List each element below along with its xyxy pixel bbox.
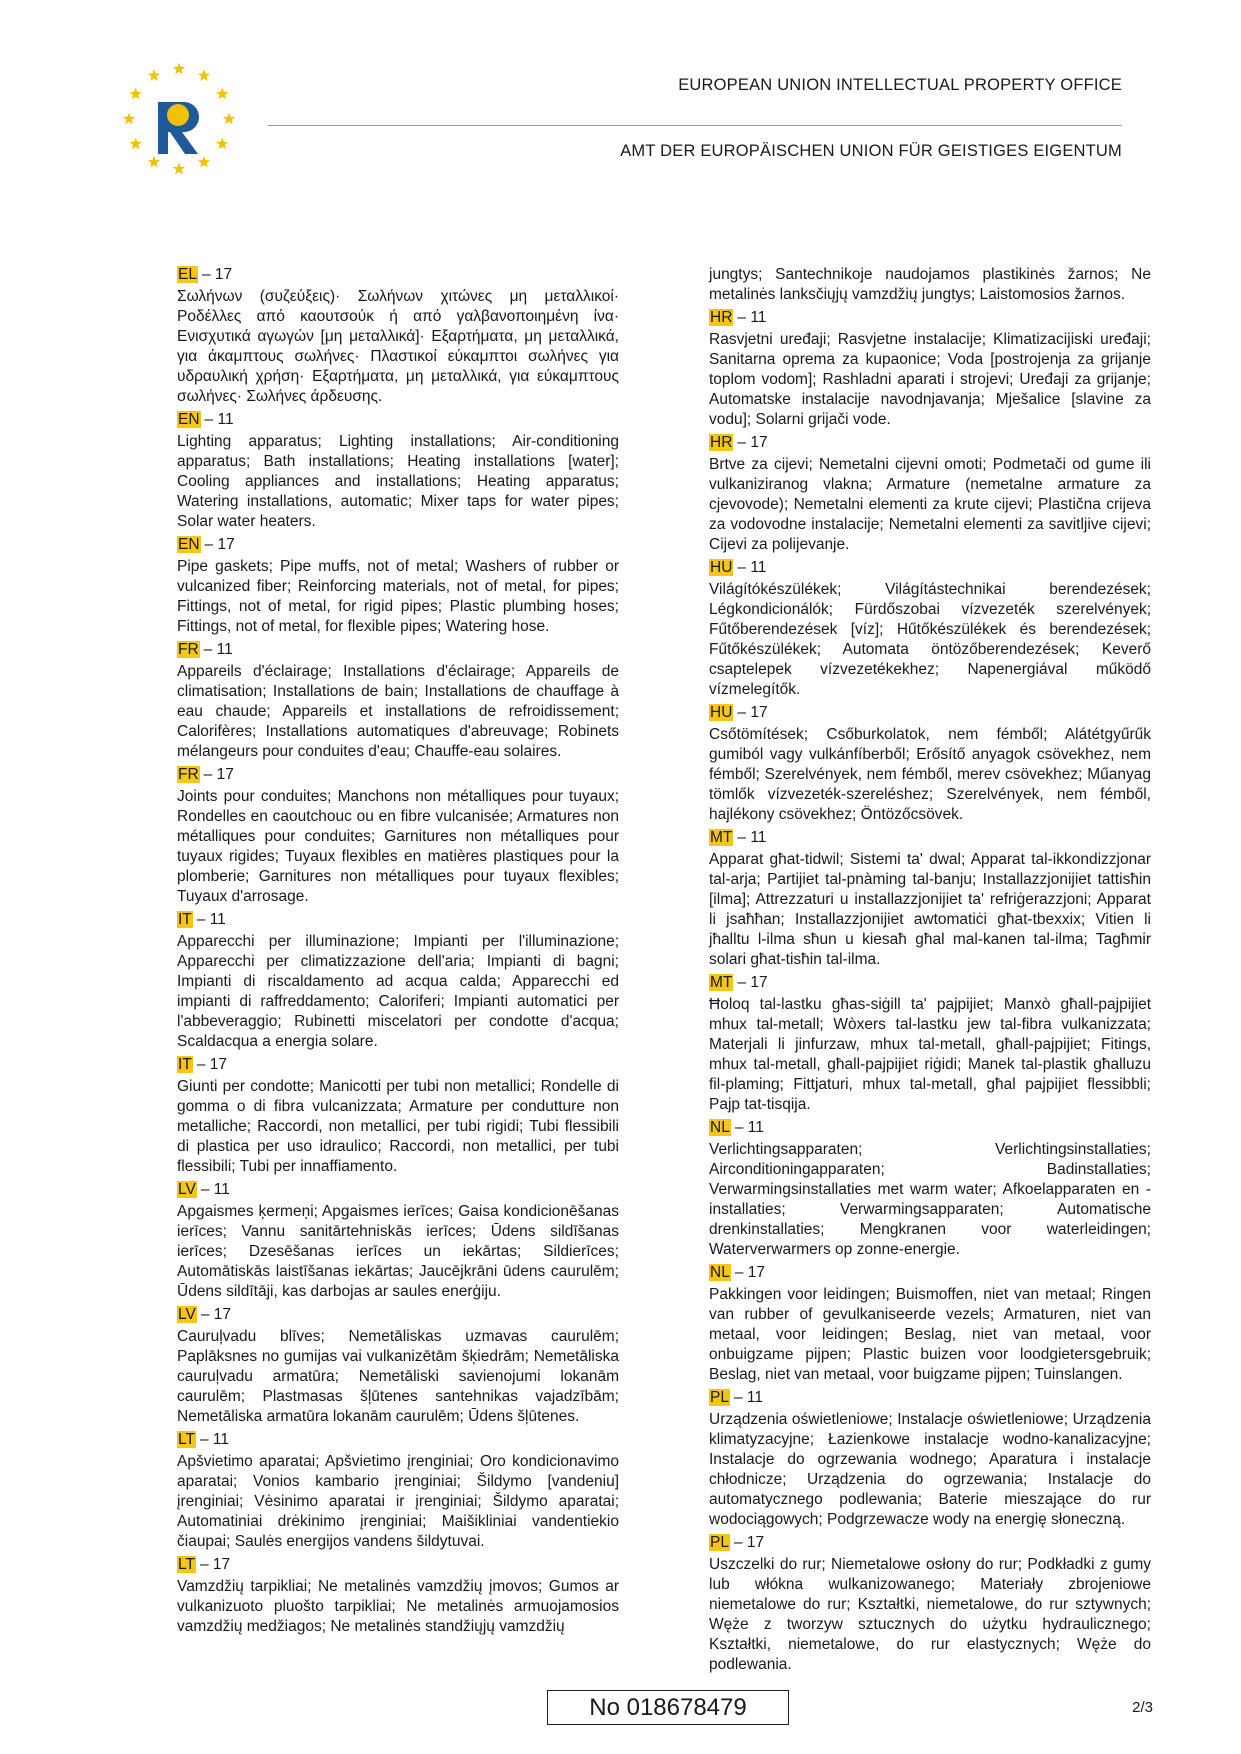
star-icon (223, 113, 235, 125)
goods-list-text: Vamzdžių tarpikliai; Ne metalinės vamzdžių įmovos; Gumos ar vulkanizuoto pluošto tarpikliai; Ne metalinės armuojamosios vamzdžių medžiagos; Ne metalinės standžiųjų vamzdžių (177, 1578, 619, 1635)
goods-section (177, 535, 619, 637)
language-code: NL (710, 1119, 730, 1136)
star-icon (130, 88, 142, 100)
language-code: MT (710, 829, 733, 846)
goods-section (709, 1533, 1151, 1675)
nice-class: – 11 (737, 829, 767, 846)
section-header (177, 535, 619, 555)
language-code: EL (178, 266, 197, 283)
language-code: HU (710, 559, 733, 576)
registration-number: No 018678479 (547, 1690, 789, 1725)
language-code: LV (178, 1181, 196, 1198)
nice-class: – 17 (201, 266, 233, 283)
goods-section (177, 1555, 619, 1637)
section-header (177, 1555, 619, 1575)
right-column (709, 265, 1151, 1678)
goods-list-text: Apgaismes ķermeņi; Apgaismes ierīces; Gaisa kondicionēšanas ierīces; Vannu sanitārtehniskās ierīces; Ūdens sildīšanas ierīces; Dzesēšanas ierīces un iekārtas; Sildierīces; Automātiskās laistīšanas iekārtas; Jaucējkrāni ūdens caurulēm; Ūdens sildītāji, kas darbojas ar saules enerģiju. (177, 1203, 619, 1300)
goods-list-text: Rasvjetni uređaji; Rasvjetne instalacije; Klimatizacijiski uređaji; Sanitarna oprema za kupaonice; Voda [postrojenja za grijanje toplom vodom]; Rashladni aparati i strojevi; Uređaji za grijanje; Automatske instalacije navodnjavanja; Mješalice [slavine za vodu]; Solarni grijači vode. (709, 331, 1151, 428)
nice-class: – 17 (199, 1556, 231, 1573)
euipo-logo (118, 58, 240, 180)
language-code: LV (178, 1306, 196, 1323)
nice-class: – 11 (734, 1119, 764, 1136)
goods-section (177, 910, 619, 1052)
goods-section (709, 558, 1151, 700)
goods-section (709, 703, 1151, 825)
star-icon (148, 156, 160, 168)
section-header (709, 558, 1151, 578)
nice-class: – 17 (737, 974, 768, 991)
section-header (177, 1055, 619, 1075)
goods-section (177, 265, 619, 407)
goods-list-text: Uszczelki do rur; Niemetalowe osłony do rur; Podkładki z gumy lub włókna wulkanizowanego; Materiały zbrojeniowe niemetalowe do rur; Kształtki, niemetalowe, do rur sztywnych; Węże z tworzyw sztucznych do użytku hydraulicznego; Kształtki, niemetalowe, do rur elastycznych; Węże do podlewania. (709, 1556, 1151, 1673)
star-icon (130, 138, 142, 150)
goods-section (709, 1388, 1151, 1530)
star-icon (198, 156, 210, 168)
section-header (177, 765, 619, 785)
goods-list-text: Joints pour conduites; Manchons non métalliques pour tuyaux; Rondelles en caoutchouc ou en fibre vulcanisée; Armatures non métalliques pour conduites; Garnitures non métalliques pour tuyaux rigides; Tuyaux flexibles en matières plastiques pour la plomberie; Garnitures non métalliques pour tuyaux flexibles; Tuyaux d'arrosage. (177, 788, 619, 905)
goods-list-text: Giunti per condotte; Manicotti per tubi non metallici; Rondelle di gomma o di fibra vulcanizzata; Armature per condutture non metalliche; Raccordi, non metallici, per tubi rigidi; Tubi flessibili di plastica per uso idraulico; Raccordi, non metallici, per tubi flessibili; Tubi per innaffiamento. (177, 1078, 619, 1175)
section-header (709, 1118, 1151, 1138)
language-code: PL (710, 1389, 729, 1406)
nice-class: – 17 (733, 1534, 765, 1551)
goods-section (177, 1055, 619, 1177)
star-icon (198, 69, 210, 81)
star-icon (173, 163, 185, 175)
language-code: EN (178, 536, 200, 553)
nice-class: – 11 (199, 1431, 229, 1448)
language-code: HR (710, 309, 733, 326)
section-header (709, 828, 1151, 848)
section-header (709, 973, 1151, 993)
language-code: FR (178, 641, 199, 658)
office-name-de: AMT DER EUROPÄISCHEN UNION FÜR GEISTIGES EIGENTUM (620, 142, 1122, 160)
goods-section (177, 1430, 619, 1552)
nice-class: – 17 (204, 536, 235, 553)
language-code: LT (178, 1431, 195, 1448)
page-number: 2/3 (1132, 1699, 1153, 1716)
goods-list-text: Appareils d'éclairage; Installations d'éclairage; Appareils de climatisation; Installations de bain; Installations de chauffage à eau chaude; Appareils et installations de refroidissement; Calorifères; Installations automatiques d'abreuvage; Robinets mélangeurs pour conduites d'eau; Chauffe-eau solaires. (177, 663, 619, 760)
goods-section (177, 410, 619, 532)
language-code: FR (178, 766, 199, 783)
nice-class: – 11 (737, 559, 767, 576)
nice-class: – 17 (200, 1306, 231, 1323)
section-header (709, 703, 1151, 723)
section-header (177, 1305, 619, 1325)
language-code: LT (178, 1556, 195, 1573)
goods-list-text: Csőtömítések; Csőburkolatok, nem fémből; Alátétgyűrűk gumiból vagy vulkánfíberből; Erősítő anyagok csövekhez, nem fémből; Szerelvények, nem fémből, merev csövekhez; Műanyag tömlők vízvezeték-szereléshez; Szerelvények, nem fémből, hajlékony csövekhez; Öntözőcsövek. (709, 726, 1151, 823)
goods-list-text: Verlichtingsapparaten; Verlichtingsinstallaties; Airconditioningapparaten; Badinstallaties; Verwarmingsinstallaties met warm water; Afkoelapparaten en -installaties; Verwarmingsapparaten; Automatische drenkinstallaties; Mengkranen voor waterleidingen; Waterverwarmers op zonne-energie. (709, 1141, 1151, 1258)
goods-section (177, 1305, 619, 1427)
nice-class: – 17 (737, 434, 768, 451)
goods-section (177, 640, 619, 762)
language-code: EN (178, 411, 200, 428)
goods-list-text: Lighting apparatus; Lighting installations; Air-conditioning apparatus; Bath installations; Heating installations [water]; Cooling appliances and installations; Heating apparatus; Watering installations, automatic; Mixer taps for water pipes; Solar water heaters. (177, 433, 619, 530)
goods-list-text: Pakkingen voor leidingen; Buismoffen, niet van metaal; Ringen van rubber of gevulkaniseerde vezels; Armaturen, niet van metaal, voor leidingen; Beslag, niet van metaal, voor onbuigzame pijpen; Plastic buizen voor loodgietersgebruik; Beslag, niet van metaal, voor buigzame pijpen; Tuinslangen. (709, 1286, 1151, 1383)
nice-class: – 17 (734, 1264, 765, 1281)
section-header (177, 265, 619, 285)
nice-class: – 17 (203, 766, 234, 783)
star-icon (173, 63, 185, 75)
section-header (177, 910, 619, 930)
goods-list-text: Világítókészülékek; Világítástechnikai berendezések; Légkondicionálók; Fürdőszobai vízvezeték szerelvények; Fűtőberendezések [víz]; Hűtőkészülékek és berendezések; Fűtőkészülékek; Automata öntözőberendezések; Keverő csaptelepek vízvezetékekhez; Napenergiával működő vízmelegítők. (709, 581, 1151, 698)
nice-class: – 17 (737, 704, 768, 721)
goods-section (709, 308, 1151, 430)
star-icon (123, 113, 135, 125)
goods-section (709, 973, 1151, 1115)
goods-list-text: Brtve za cijevi; Nemetalni cijevni omoti; Podmetači od gume ili vulkaniziranog vlakna; Armature (nemetalne armature za cjevovode); Nemetalni elementi za krute cijevi; Plastična crijeva za vodovodne instalacije; Nemetalni elementi za savitljive cijevi; Cijevi za polijevanje. (709, 456, 1151, 553)
language-code: IT (178, 1056, 192, 1073)
language-code: IT (178, 911, 192, 928)
nice-class: – 11 (737, 309, 767, 326)
goods-section (709, 265, 1151, 305)
goods-list-text: Apparecchi per illuminazione; Impianti per l'illuminazione; Apparecchi per climatizzazione dell'aria; Impianti di bagni; Impianti di riscaldamento ad acqua calda; Apparecchi ed impianti di raffreddamento; Caloriferi; Impianti automatici per l'abbeveraggio; Rubinetti miscelatori per condotte d'acqua; Scaldacqua a energia solare. (177, 933, 619, 1050)
goods-section (177, 1180, 619, 1302)
star-icon (216, 88, 228, 100)
goods-section (709, 828, 1151, 970)
goods-section (709, 1118, 1151, 1260)
star-icon (216, 138, 228, 150)
section-header (177, 410, 619, 430)
section-header (177, 1430, 619, 1450)
nice-class: – 11 (200, 1181, 230, 1198)
language-code: MT (710, 974, 733, 991)
nice-class: – 17 (196, 1056, 227, 1073)
goods-section (709, 433, 1151, 555)
nice-class: – 11 (204, 411, 234, 428)
language-code: HR (710, 434, 733, 451)
language-code: NL (710, 1264, 730, 1281)
section-header (709, 433, 1151, 453)
nice-class: – 11 (203, 641, 233, 658)
language-code: HU (710, 704, 733, 721)
goods-list-text: Cauruļvadu blīves; Nemetāliskas uzmavas caurulēm; Paplāksnes no gumijas vai vulkanizētām šķiedrām; Nemetāliska cauruļvadu armatūra; Nemetāliski savienojumi lokanām caurulēm; Plastmasas šļūtenes santehnikas vajadzībām; Nemetāliska armatūra lokanām caurulēm; Ūdens šļūtenes. (177, 1328, 619, 1425)
left-column (177, 265, 619, 1640)
goods-list-text: Σωλήνων (συζεύξεις)· Σωλήνων χιτώνες μη μεταλλικοί· Ροδέλλες από καουτσούκ ή από γαλβανοποιημένη ίνα· Ενισχυτικά αγωγών [μη μεταλλικά]· Εξαρτήματα, μη μεταλλικά, για άκαμπτους σωλήνες· Πλαστικοί εύκαμπτοι σωλήνες για υδραυλική χρήση· Εξαρτήματα, μη μεταλλικά, για εύκαμπτους σωλήνες· Σωλήνες άρδευσης. (177, 288, 619, 405)
section-header (709, 1263, 1151, 1283)
goods-list-text: Urządzenia oświetleniowe; Instalacje oświetleniowe; Urządzenia klimatyzacyjne; Łazienkowe instalacje wodno-kanalizacyjne; Instalacje do ogrzewania wodnego; Aparatura i instalacje chłodnicze; Urządzenia do ogrzewania; Instalacje do automatycznego podlewania; Baterie mieszające do rur wodociągowych; Podgrzewacze wody na energię słoneczną. (709, 1411, 1151, 1528)
section-header (177, 640, 619, 660)
goods-list-text: jungtys; Santechnikoje naudojamos plastikinės žarnos; Ne metalinės lanksčiųjų vamzdžių jungtys; Laistomosios žarnos. (709, 266, 1151, 303)
goods-list-text: Apparat għat-tidwil; Sistemi ta' dwal; Apparat tal-ikkondizzjonar tal-arja; Partijiet tal-pnàming tal-banju; Installazzjonijiet tattisħin [ilma]; Attrezzaturi u installazzjonijiet ta' refriġerazzjoni; Apparat li jsaħħan; Installazzjonijiet awtomatiċi għat-tbexxix; Vitien li jħalltu l-ilma sħun u kiesaħ għal mal-kanen tal-ilma; Tagħmir solari għat-tisħin tal-ilma. (709, 851, 1151, 968)
section-header (177, 1180, 619, 1200)
star-icon (148, 69, 160, 81)
language-code: PL (710, 1534, 729, 1551)
goods-section (177, 765, 619, 907)
section-header (709, 1533, 1151, 1553)
section-header (709, 1388, 1151, 1408)
header-divider (268, 125, 1122, 126)
goods-list-text: Pipe gaskets; Pipe muffs, not of metal; Washers of rubber or vulcanized fiber; Reinforcing materials, not of metal, for pipes; Fittings, not of metal, for rigid pipes; Plastic plumbing hoses; Fittings, not of metal, for flexible pipes; Watering hose. (177, 558, 619, 635)
goods-list-text: Ħoloq tal-lastku għas-siġill ta' pajpijiet; Manxò għall-pajpijiet mhux tal-metall; Wòxers tal-lastku jew tal-fibra vulkanizzata; Materjali li jinfurzaw, mhux tal-metall, għall-pajpijiet; Fitings, mhux tal-metall, għall-pajpijiet riġidi; Manek tal-plastik għalluzu fil-plaming; Fittjaturi, mhux tal-metall, għal pajpijiet flessibbli; Pajp tat-tisqija. (709, 996, 1151, 1113)
section-header (709, 308, 1151, 328)
goods-section (709, 1263, 1151, 1385)
goods-list-text: Apšvietimo aparatai; Apšvietimo įrenginiai; Oro kondicionavimo aparatai; Vonios kambario įrenginiai; Šildymo [vandeniu] įrenginiai; Vėsinimo aparatai ir įrenginiai; Šildymo aparatai; Automatiniai drėkinimo įrenginiai; Maišikliniai vandentiekio čiaupai; Saulės energijos vandens šildytuvai. (177, 1453, 619, 1550)
nice-class: – 11 (196, 911, 226, 928)
office-name-en: EUROPEAN UNION INTELLECTUAL PROPERTY OFFICE (678, 76, 1122, 94)
nice-class: – 11 (733, 1389, 763, 1406)
